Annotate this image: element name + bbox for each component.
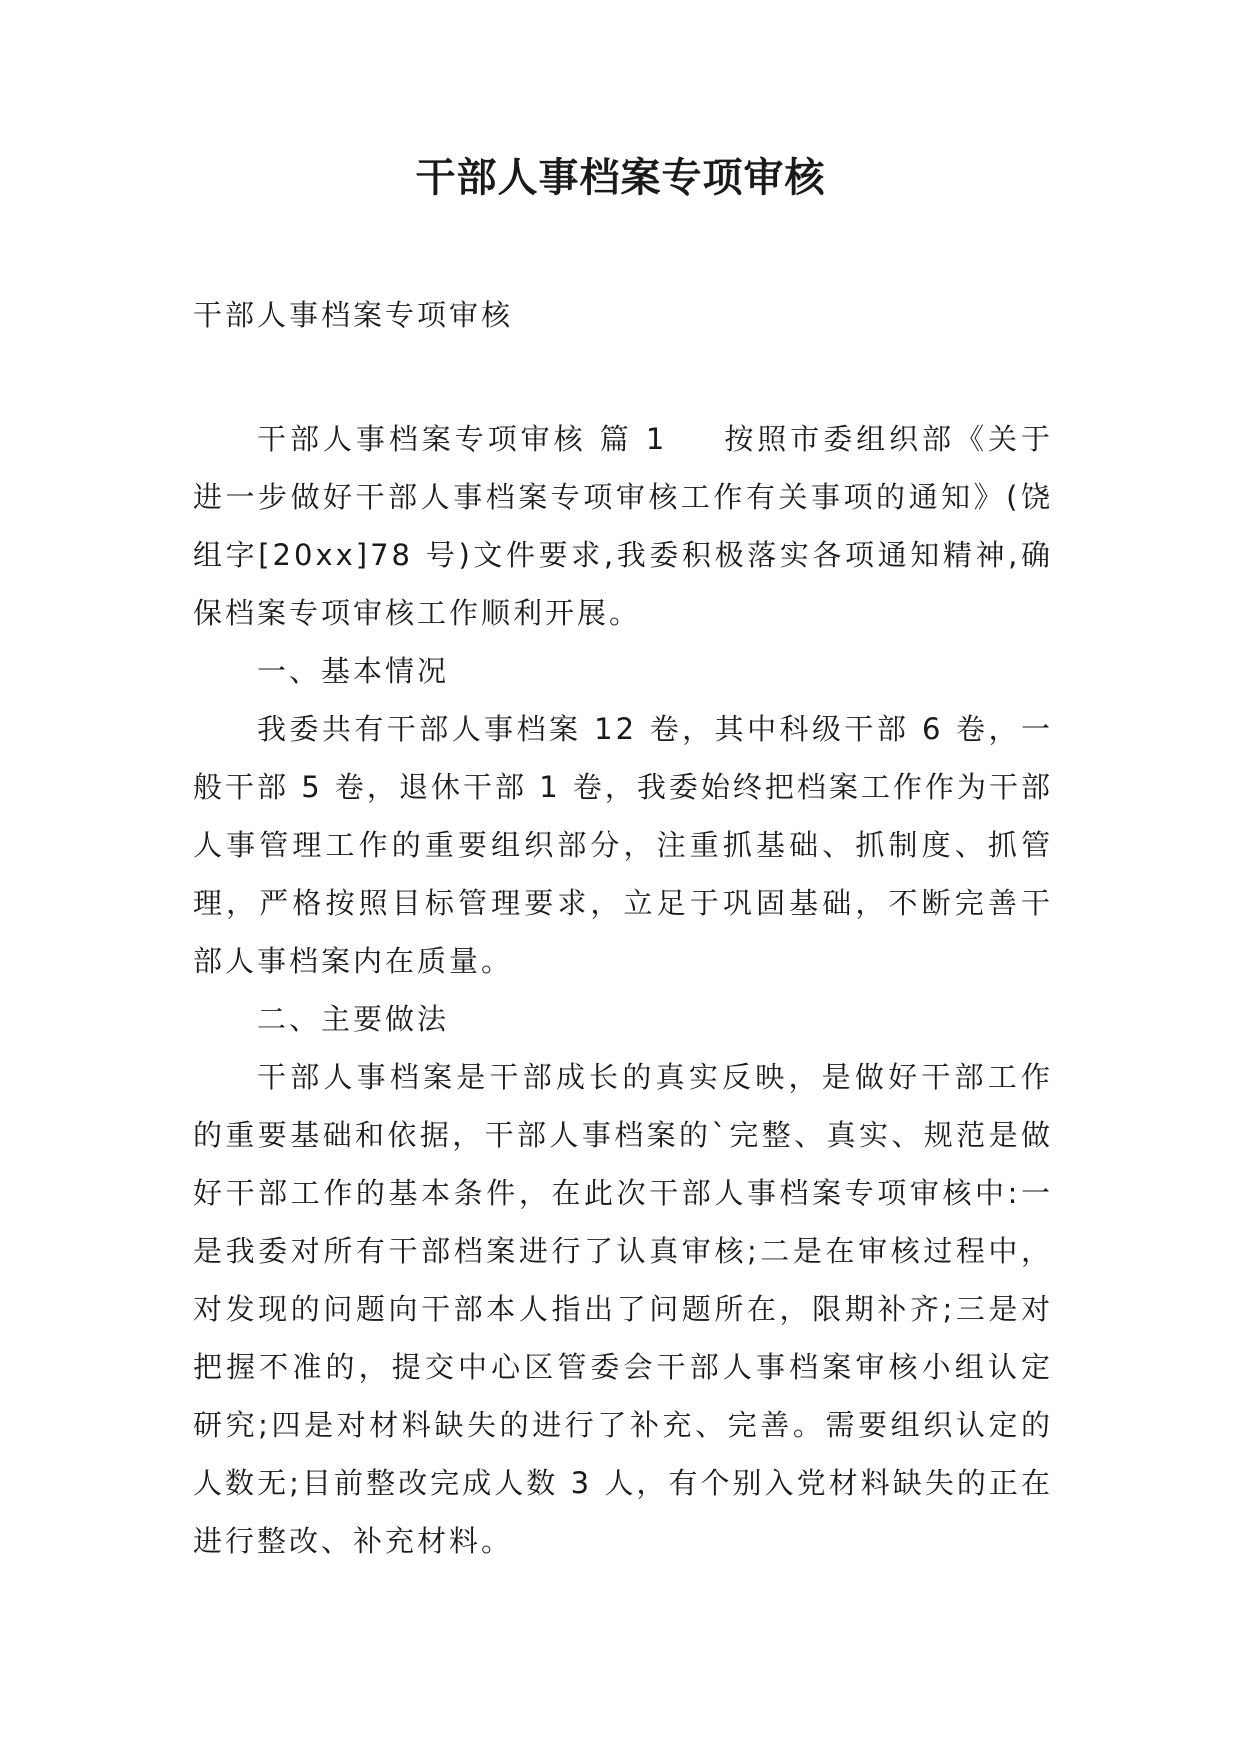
document-subtitle: 干部人事档案专项审核 — [193, 298, 514, 332]
document-body — [193, 410, 1053, 1570]
intro-heading: 干部人事档案专项审核 篇 1 — [257, 422, 668, 456]
intro-paragraph — [193, 410, 1053, 642]
document-title: 干部人事档案专项审核 — [415, 154, 826, 201]
section-paragraph-basic: 我委共有干部人事档案 12 卷，其中科级干部 6 卷，一般干部 5 卷，退休干部 1 卷，我委始终把档案工作作为干部人事管理工作的重要组织部分，注重抓基础、抓制度、抓管理，严格按照目标管理要求，立足于巩固基础，不断完善干部人事档案内在质量。 — [193, 712, 1053, 978]
section-heading-basic: 一、基本情况 — [257, 654, 450, 688]
section-paragraph-methods: 干部人事档案是干部成长的真实反映，是做好干部工作的重要基础和依据，干部人事档案的`完整、真实、规范是做好干部工作的基本条件，在此次干部人事档案专项审核中:一是我委对所有干部档案进行了认真审核;二是在审核过程中，对发现的问题向干部本人指出了问题所在，限期补齐;三是对把握不准的，提交中心区管委会干部人事档案审核小组认定研究;四是对材料缺失的进行了补充、完善。需要组织认定的人数无;目前整改完成人数 3 人，有个别入党材料缺失的正在进行整改、补充材料。 — [193, 1060, 1053, 1558]
section-heading-methods: 二、主要做法 — [257, 1002, 450, 1036]
intro-text: 按照市委组织部《关于进一步做好干部人事档案专项审核工作有关事项的通知》(饶组字[20xx]78 号)文件要求,我委积极落实各项通知精神,确保档案专项审核工作顺利开展。 — [193, 422, 1053, 630]
